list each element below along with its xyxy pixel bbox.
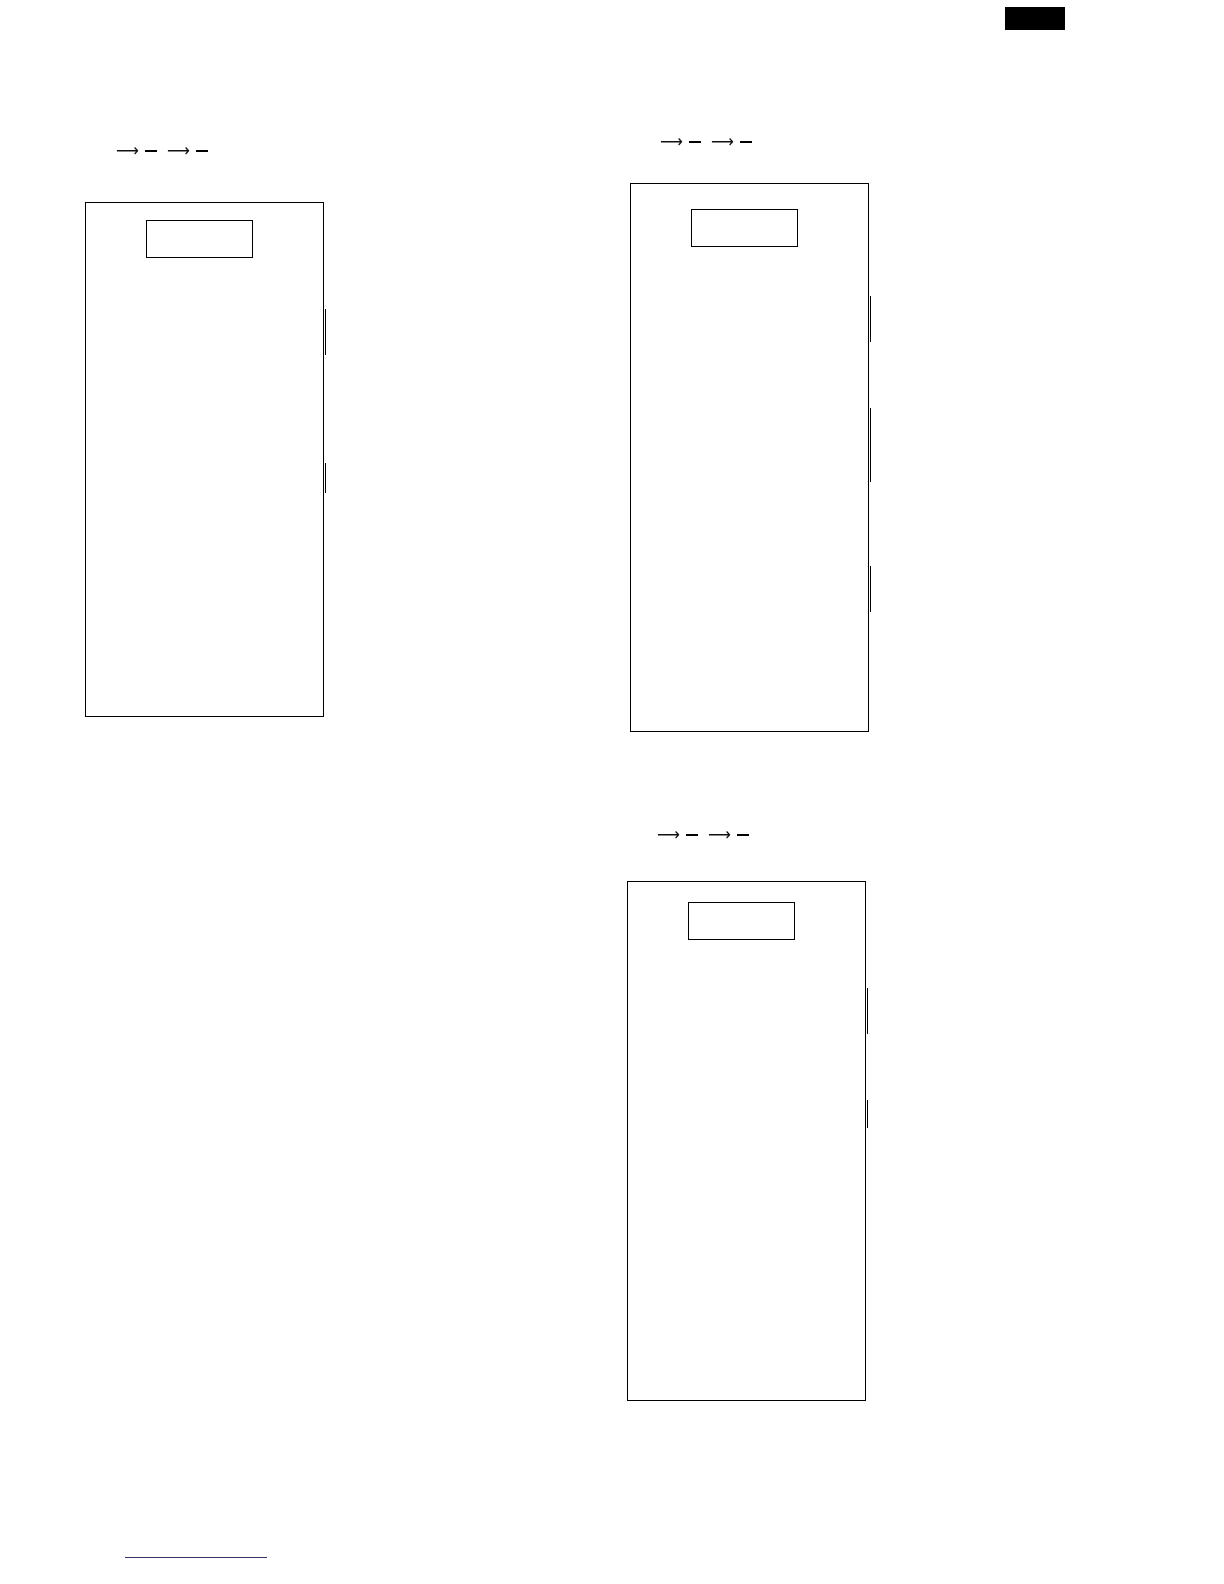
receipt-logo-box: [146, 220, 253, 258]
bracket-line: [870, 408, 871, 482]
for-key: [686, 834, 698, 836]
job2700-key-sequence: [652, 132, 752, 152]
job2700-receipt: [630, 183, 869, 732]
receipt-logo-box: [688, 902, 795, 940]
bracket-line: [867, 988, 868, 1034]
bracket-line: [325, 463, 326, 493]
ca-at-key: [737, 834, 749, 836]
arrow-right-icon: ⟶: [116, 143, 139, 160]
receipt-logo-box: [691, 209, 798, 247]
for-key: [145, 150, 157, 152]
ca-at-key: [740, 141, 752, 143]
bracket-line: [870, 296, 871, 342]
page-tab-marker: [1005, 7, 1065, 30]
bracket-line: [325, 309, 326, 355]
ca-at-key: [196, 150, 208, 152]
arrow-right-icon: ⟶: [707, 827, 731, 844]
job1400-key-sequence: [108, 141, 208, 161]
bracket-line: [870, 566, 871, 612]
arrow-right-icon: ⟶: [660, 134, 683, 151]
job2119-receipt: [627, 881, 866, 1401]
bracket-line: [867, 1100, 868, 1128]
footer-rule: [125, 1557, 267, 1558]
for-key: [689, 141, 701, 143]
arrow-right-icon: ⟶: [166, 143, 190, 160]
arrow-right-icon: ⟶: [710, 134, 734, 151]
job2119-key-sequence: [649, 825, 749, 845]
arrow-right-icon: ⟶: [657, 827, 680, 844]
job1400-receipt: [85, 202, 324, 717]
